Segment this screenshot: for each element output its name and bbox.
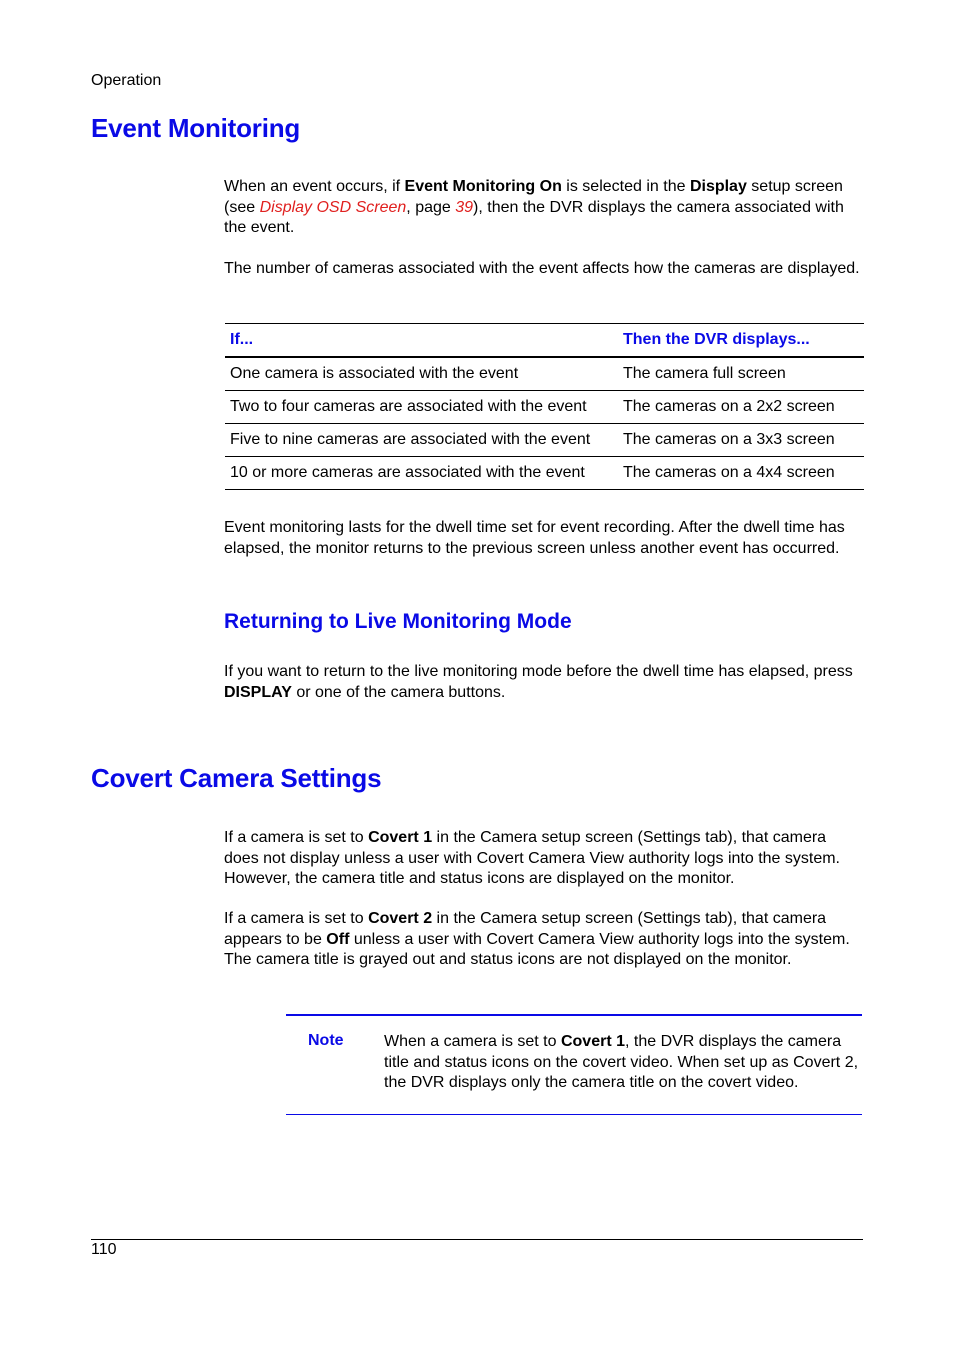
text: setup screen (see [224,178,843,216]
bold-text: Covert 1 [368,829,433,846]
bold-text: Off [326,930,350,948]
event-monitoring-para-1 [224,177,864,239]
note-label: Note [308,1032,344,1049]
page-number: 110 [91,1241,117,1258]
running-head: Operation [91,72,162,89]
text: If you want to return to the live monitoring mode before the dwell time has elapsed, press [224,663,853,680]
cross-reference-link[interactable]: Display OSD Screen [259,198,407,216]
table-cell: Two to four cameras are associated with the event [225,391,618,424]
note-text [384,1032,862,1094]
table-row [225,457,864,490]
table-cell: The cameras on a 4x4 screen [618,457,864,490]
text: in the Camera setup screen (Settings tab), that camera does not display unless a user with Covert Camera View authority logs into the system. However, the camera title and status icons are displayed on the monitor. [224,829,840,887]
text: , page [406,198,456,216]
text: , the DVR displays the camera title and status icons on the covert video. When set up as Covert 2, the DVR displays only the camera title on the covert video. [384,1033,859,1091]
text: unless a user with Covert Camera View authority logs into the system. The camera title is grayed out and status icons are not displayed on the monitor. [224,930,850,968]
footer-rule [91,1239,863,1240]
section-title-covert-camera: Covert Camera Settings [91,763,382,793]
table-cell: Five to nine cameras are associated with the event [225,424,618,457]
table-header-row [225,324,864,358]
text: If a camera is set to [224,910,369,927]
table-cell: The camera full screen [618,357,864,391]
bold-text: DISPLAY [224,683,292,701]
bold-text: Display [689,178,747,195]
event-display-table [225,323,864,490]
text: When an event occurs, if [224,178,405,195]
text: or one of the camera buttons. [291,683,506,701]
table-cell: 10 or more cameras are associated with the event [225,457,618,490]
bold-text: Event Monitoring On [404,178,562,195]
event-monitoring-para-3: Event monitoring lasts for the dwell time set for event recording. After the dwell time has elapsed, the monitor returns to the previous screen unless another event has occurred. [224,519,845,557]
table-row [225,424,864,457]
returning-live-para [224,662,864,703]
column-header: If... [225,324,618,358]
event-monitoring-para-2: The number of cameras associated with the event affects how the cameras are displayed. [224,260,860,277]
note-box [286,1014,862,1115]
text: If a camera is set to [224,829,369,846]
subsection-title-returning-live: Returning to Live Monitoring Mode [224,610,572,633]
section-title-event-monitoring: Event Monitoring [91,113,301,143]
covert-camera-para-1 [224,828,864,890]
table-cell: The cameras on a 2x2 screen [618,391,864,424]
page-reference-link[interactable]: 39 [455,198,474,216]
table-row [225,357,864,391]
text: ), then the DVR displays the camera associated with the event. [224,198,844,236]
column-header: Then the DVR displays... [618,324,864,358]
table-row [225,391,864,424]
table-cell: One camera is associated with the event [225,357,618,391]
bold-text: Covert 1 [560,1033,625,1050]
text: When a camera is set to [384,1033,561,1050]
table-cell: The cameras on a 3x3 screen [618,424,864,457]
text: in the Camera setup screen (Settings tab), that camera appears to be [224,910,827,948]
text: is selected in the [561,178,690,195]
bold-text: Covert 2 [368,910,433,927]
covert-camera-para-2 [224,909,864,971]
